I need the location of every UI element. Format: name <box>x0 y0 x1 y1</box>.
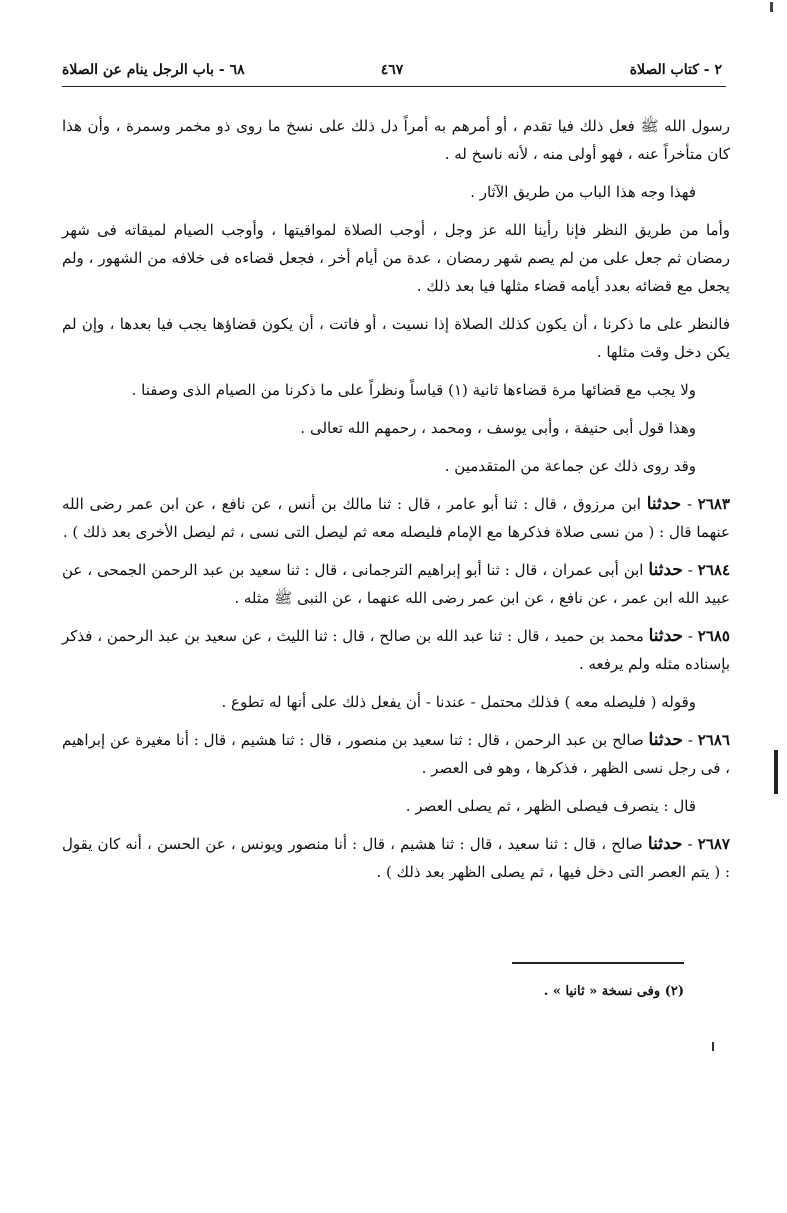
text-paragraph <box>62 310 730 366</box>
paragraph-text: فالنظر على ما ذكرنا ، أن يكون كذلك الصلاة إذا نسيت ، أو فاتت ، أن يكون قضاؤها يجب فيا بعدها ، وإن لم يكن دخل وقت مثلها . <box>62 315 730 361</box>
chapter-title: ٢ - كتاب الصلاة <box>629 62 722 78</box>
paragraph-text: وهذا قول أبى حنيفة ، وأبى يوسف ، ومحمد ، رحمهم الله تعالى . <box>300 419 696 437</box>
hadith-number: ٢٦٨٥ <box>697 627 730 645</box>
hadith-paragraph: ٢٦٨٣ - حدثنا ابن مرزوق ، قال : ثنا أبو عامر ، قال : ثنا مالك بن أنس ، عن نافع ، عن ابن عمر رضى الله عنهما قال : ( من نسى صلاة فذكرها مع الإمام فليصله معه ثم ليصل التى نسى ، ثم ليصل الأخرى بعد ذلك ) . <box>62 494 730 541</box>
hadith-number: ٢٦٨٤ <box>697 561 731 579</box>
text-paragraph <box>62 688 730 716</box>
text-paragraph <box>62 216 730 300</box>
scan-mark <box>712 1042 714 1051</box>
hadith-number: ٢٦٨٦ <box>697 731 730 749</box>
haddathana-word: حدثنا <box>646 494 682 514</box>
hadith-paragraph: ٢٦٨٧ - حدثنا صالح ، قال : ثنا سعيد ، قال : ثنا هشيم ، قال : أنا منصور ويونس ، عن الحسن ، أنه كان يقول : ( يتم العصر التى دخل فيها ، ثم يصلى الظهر بعد ذلك ) . <box>62 834 730 881</box>
hadith-paragraph: ٢٦٨٥ - حدثنا محمد بن حميد ، قال : ثنا عبد الله بن صالح ، قال : ثنا الليث ، عن سعيد بن عبد الرحمن ، فذكر بإسناده مثله ولم يرفعه . <box>62 626 730 673</box>
paragraph-text: قال : ينصرف فيصلى الظهر ، ثم يصلى العصر . <box>405 797 696 815</box>
hadith-number: ٢٦٨٣ <box>697 495 730 513</box>
haddathana-word: حدثنا <box>647 834 683 854</box>
paragraph-text: ابن أبى عمران ، قال : ثنا أبو إبراهيم الترجمانى ، قال : ثنا سعيد بن عبد الرحمن الجمحى ، عن عبيد الله ابن عمر ، عن نافع ، عن ابن عمر رضى الله عنهما ، عن النبى ﷺ مثله . <box>62 561 730 607</box>
paragraph-text: صالح ، قال : ثنا سعيد ، قال : ثنا هشيم ، قال : أنا منصور ويونس ، عن الحسن ، أنه كان يقول : ( يتم العصر التى دخل فيها ، ثم يصلى الظهر بعد ذلك ) . <box>62 835 730 881</box>
paragraph-text: رسول الله ﷺ فعل ذلك فيا تقدم ، أو أمرهم به أمراً دل ذلك على نسخ ما روى ذو مخمر وسمرة ، وأن هذا كان متأخراً عنه ، فهو أولى منه ، لأنه ناسخ له . <box>62 117 730 163</box>
haddathana-word: حدثنا <box>648 730 684 750</box>
text-paragraph <box>62 414 730 442</box>
text-paragraph <box>62 452 730 480</box>
scan-mark <box>770 2 773 12</box>
paragraph-text: محمد بن حميد ، قال : ثنا عبد الله بن صالح ، قال : ثنا الليث ، عن سعيد بن عبد الرحمن ، فذكر بإسناده مثله ولم يرفعه . <box>62 627 730 673</box>
paragraph-text: ولا يجب مع قضائها مرة قضاءها ثانية (١) قياساً ونظراً على ما ذكرنا من الصيام الذى وصفنا . <box>131 381 696 399</box>
footnote: (٢) وفى نسخة « ثانيا » . <box>543 984 684 999</box>
text-paragraph <box>62 112 730 168</box>
margin-bar <box>774 750 778 794</box>
section-title: ٦٨ - باب الرجل ينام عن الصلاة <box>62 62 245 78</box>
page-number: ٤٦٧ <box>380 62 404 78</box>
main-text <box>62 112 730 896</box>
paragraph-text: فهذا وجه هذا الباب من طريق الآثار . <box>470 183 696 201</box>
paragraph-text: وقد روى ذلك عن جماعة من المتقدمين . <box>444 457 696 475</box>
text-paragraph <box>62 178 730 206</box>
paragraph-text: وقوله ( فليصله معه ) فذلك محتمل - عندنا - أن يفعل ذلك على أنها له تطوع . <box>221 693 696 711</box>
page-header <box>62 58 722 88</box>
hadith-number: ٢٦٨٧ <box>697 835 730 853</box>
footnote-divider <box>512 962 684 964</box>
paragraph-text: ابن مرزوق ، قال : ثنا أبو عامر ، قال : ثنا مالك بن أنس ، عن نافع ، عن ابن عمر رضى الله عنهما قال : ( من نسى صلاة فذكرها مع الإمام فليصله معه ثم ليصل التى نسى ، ثم ليصل الأخرى بعد ذلك ) . <box>62 495 730 541</box>
paragraph-text: وأما من طريق النظر فإنا رأينا الله عز وجل ، أوجب الصلاة لمواقيتها ، وأوجب الصيام لميقاته فى شهر رمضان ثم جعل على من لم يصم شهر رمضان ، عدة من أيام أخر ، فجعل قضاءه فى خلافه من الشهور ، ولم يجعل مع قضائه بعدد أيامه قضاء مثلها فيا بعد ذلك . <box>62 221 730 295</box>
hadith-paragraph: ٢٦٨٤ - حدثنا ابن أبى عمران ، قال : ثنا أبو إبراهيم الترجمانى ، قال : ثنا سعيد بن عبد الرحمن الجمحى ، عن عبيد الله ابن عمر ، عن نافع ، عن ابن عمر رضى الله عنهما ، عن النبى ﷺ مثله . <box>62 560 731 607</box>
header-divider <box>62 86 726 87</box>
text-paragraph <box>62 376 730 404</box>
paragraph-text: صالح بن عبد الرحمن ، قال : ثنا سعيد بن منصور ، قال : ثنا هشيم ، قال : أنا مغيرة عن إبراهيم ، فى رجل نسى الظهر ، فذكرها ، وهو فى العصر . <box>62 731 730 777</box>
haddathana-word: حدثنا <box>648 626 684 646</box>
hadith-paragraph: ٢٦٨٦ - حدثنا صالح بن عبد الرحمن ، قال : ثنا سعيد بن منصور ، قال : ثنا هشيم ، قال : أنا مغيرة عن إبراهيم ، فى رجل نسى الظهر ، فذكرها ، وهو فى العصر . <box>62 730 730 777</box>
haddathana-word: حدثنا <box>648 560 683 580</box>
text-paragraph <box>62 792 730 820</box>
